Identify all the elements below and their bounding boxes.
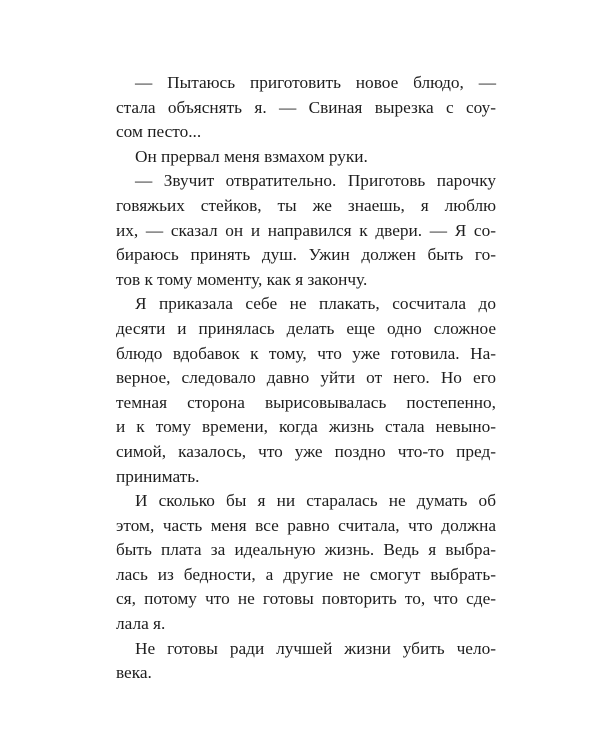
text-line: лала я. bbox=[116, 614, 166, 634]
text-line: стала объяснять я. — Свиная вырезка с соу- bbox=[116, 97, 496, 117]
text-line: ся, потому что не готовы повторить то, что сде- bbox=[116, 589, 496, 609]
text-line: Не готовы ради лучшей жизни убить чело- bbox=[135, 638, 496, 658]
text-line: принимать. bbox=[116, 466, 200, 486]
text-line: сом песто... bbox=[116, 122, 202, 142]
text-line: их, — сказал он и направился к двери. — Я со- bbox=[116, 220, 496, 240]
text-line: говяжьих стейков, ты же знаешь, я люблю bbox=[116, 195, 496, 215]
text-line: Он прервал меня взмахом руки. bbox=[135, 146, 368, 166]
text-line: верное, следовало давно уйти от него. Но его bbox=[116, 368, 496, 388]
text-line: лась из бедности, а другие не смогут выбрать- bbox=[116, 564, 496, 584]
text-line: — Пытаюсь приготовить новое блюдо, — bbox=[135, 73, 496, 92]
text-line: тов к тому моменту, как я закончу. bbox=[116, 269, 368, 289]
text-line: Я приказала себе не плакать, сосчитала до bbox=[135, 294, 496, 314]
text-line: — Звучит отвратительно. Приготовь парочку bbox=[135, 171, 496, 191]
text-line: блюдо вдобавок к тому, что уже готовила. На- bbox=[116, 343, 496, 363]
text-line: темная сторона вырисовывалась постепенно, bbox=[116, 392, 496, 412]
text-line: и к тому времени, когда жизнь стала невыно- bbox=[116, 417, 496, 437]
text-line: И сколько бы я ни старалась не думать об bbox=[135, 491, 496, 511]
text-line: быть плата за идеальную жизнь. Ведь я выбра- bbox=[116, 540, 496, 560]
body-text bbox=[116, 71, 496, 686]
text-line: века. bbox=[116, 663, 152, 683]
text-line: десяти и принялась делать еще одно сложное bbox=[116, 318, 496, 338]
text-line: симой, казалось, что уже поздно что-то пред- bbox=[116, 441, 496, 461]
text-line: этом, часть меня все равно считала, что должна bbox=[116, 515, 496, 535]
text-line: бираюсь принять душ. Ужин должен быть го- bbox=[116, 245, 496, 265]
